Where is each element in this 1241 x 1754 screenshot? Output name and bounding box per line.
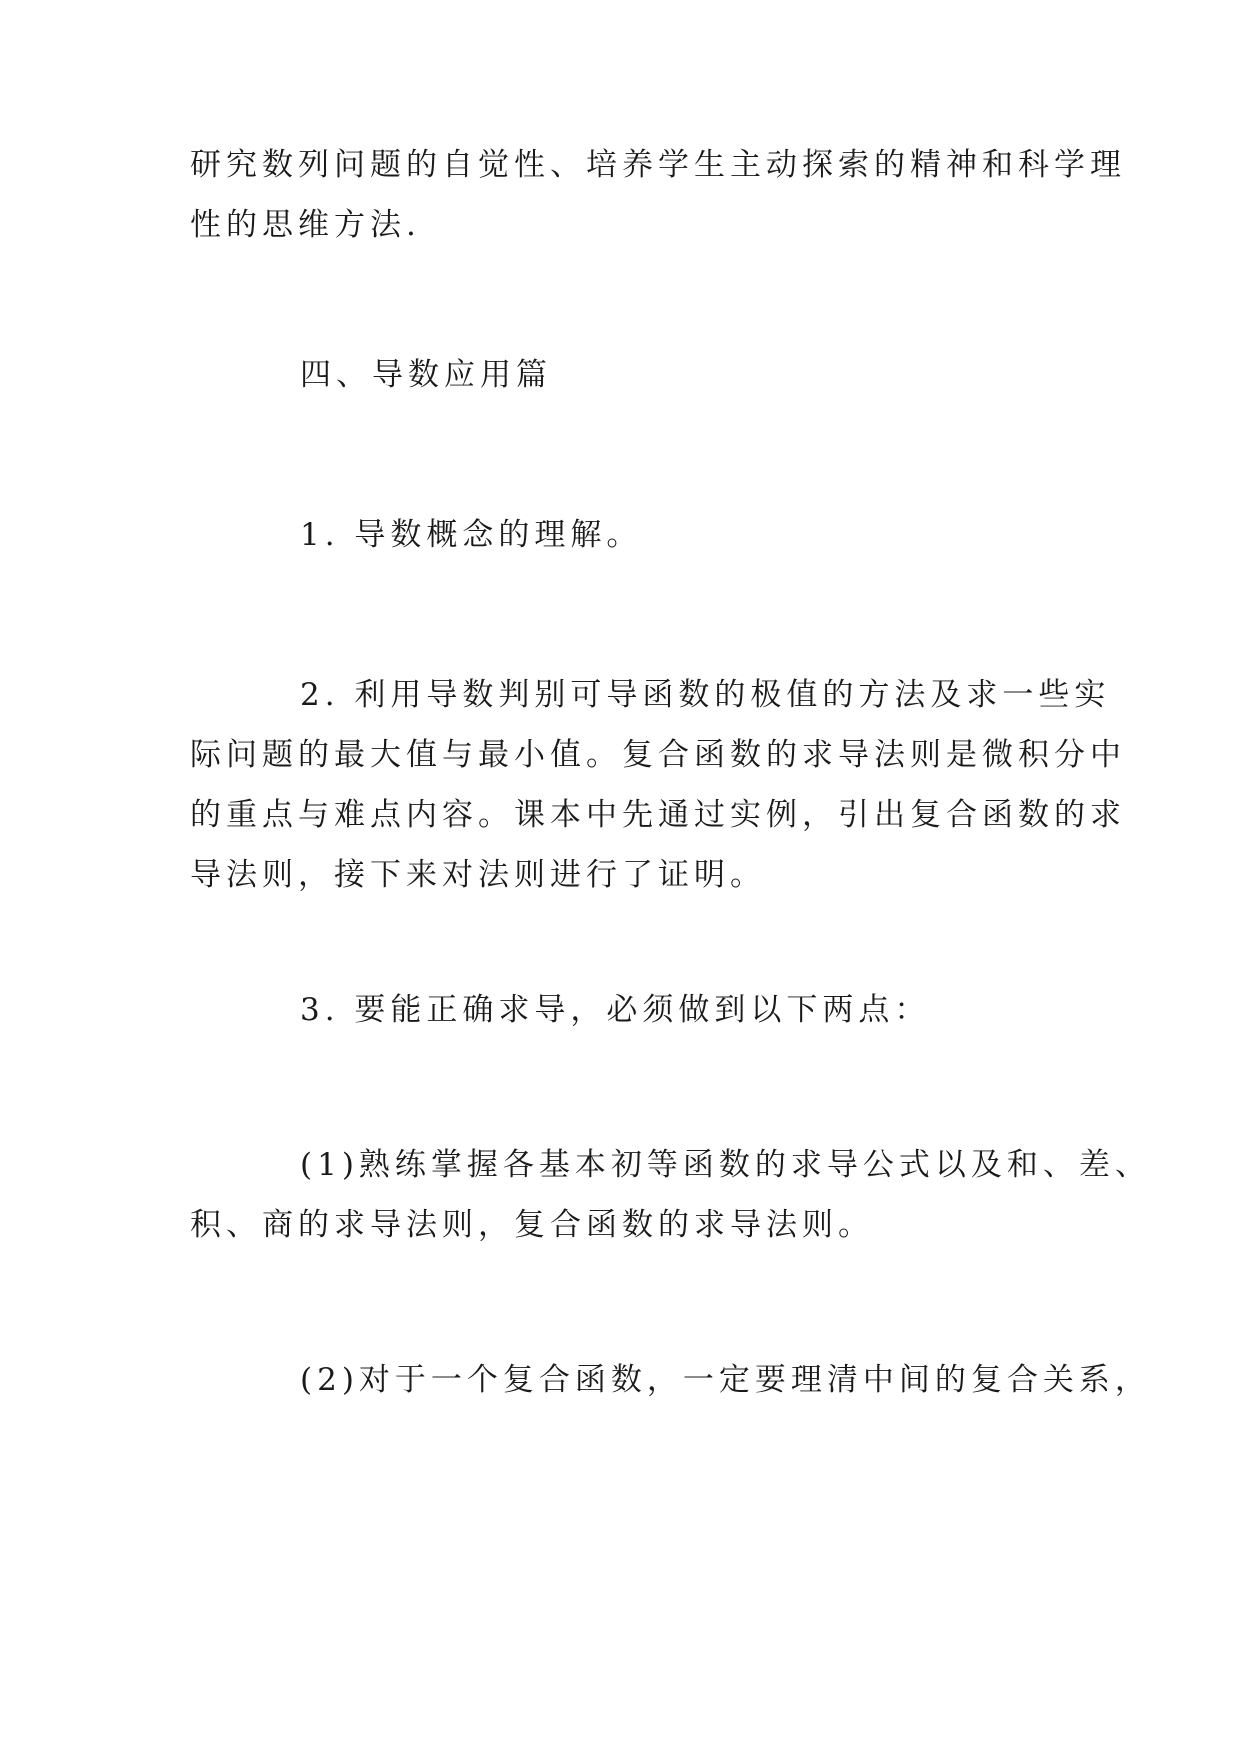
text-line: (1)熟练掌握各基本初等函数的求导公式以及和、差、 [300, 1147, 1151, 1183]
list-item-1 [190, 505, 1060, 565]
text-line: 性的思维方法. [190, 207, 421, 243]
text-line: 2. 利用导数判别可导函数的极值的方法及求一些实 [300, 677, 1111, 713]
text-line: 1. 导数概念的理解。 [300, 517, 643, 553]
text-line: 际问题的最大值与最小值。复合函数的求导法则是微积分中 [190, 737, 1126, 773]
heading-text: 四、导数应用篇 [300, 357, 552, 393]
text-line: 导法则，接下来对法则进行了证明。 [190, 857, 766, 893]
paragraph-continuation [190, 135, 1126, 255]
section-heading [190, 345, 1060, 405]
text-line: 积、商的求导法则，复合函数的求导法则。 [190, 1207, 874, 1243]
text-line: 的重点与难点内容。课本中先通过实例，引出复合函数的求 [190, 797, 1126, 833]
text-line: (2)对于一个复合函数，一定要理清中间的复合关系， [300, 1362, 1151, 1398]
list-item-2 [190, 665, 1126, 905]
sub-item-2 [190, 1350, 1151, 1410]
list-item-3 [190, 980, 1060, 1040]
text-line: 3. 要能正确求导，必须做到以下两点： [300, 992, 931, 1028]
text-line: 研究数列问题的自觉性、培养学生主动探索的精神和科学理 [190, 147, 1126, 183]
sub-item-1 [190, 1135, 1151, 1255]
